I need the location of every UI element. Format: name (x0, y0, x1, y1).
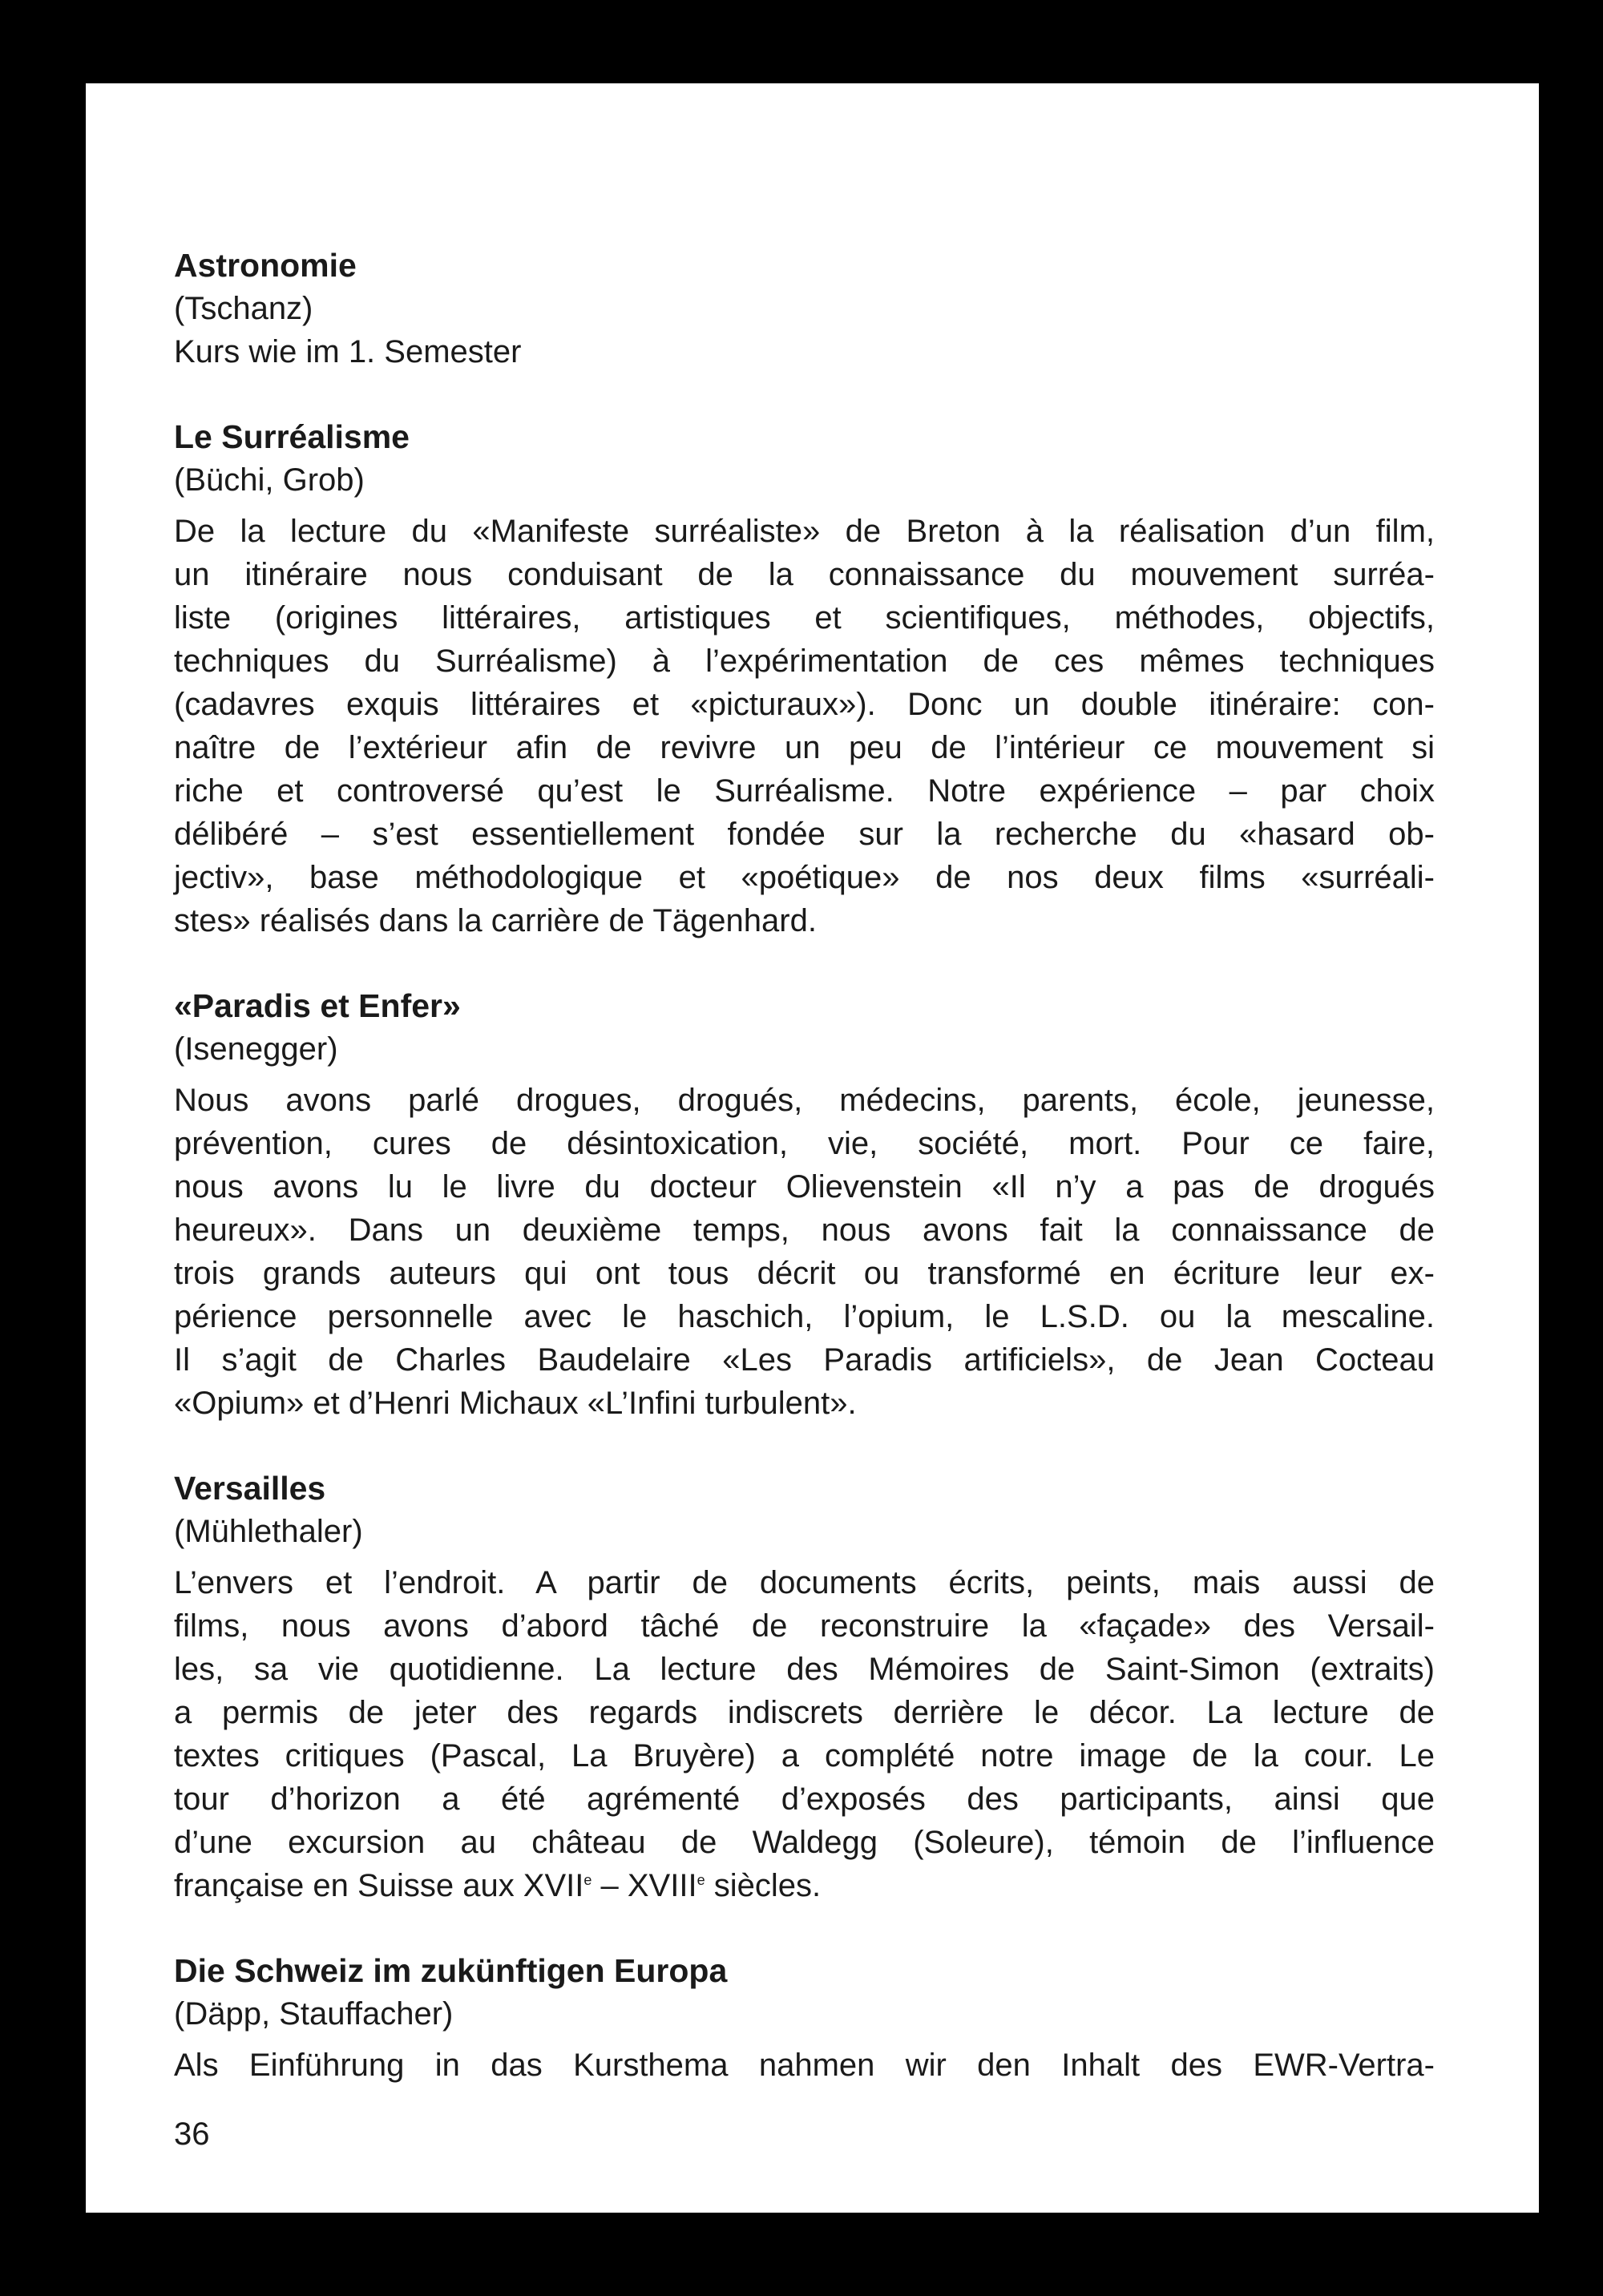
section-text-line: L’envers et l’endroit. A partir de documents écrits, peints, mais aussi de (174, 1565, 1435, 1600)
section-text-line: délibéré – s’est essentiellement fondée sur la recherche du «hasard ob- (174, 817, 1435, 852)
section-text-line: les, sa vie quotidienne. La lecture des Mémoires de Saint-Simon (extraits) (174, 1652, 1435, 1687)
section-text-line: films, nous avons d’abord tâché de reconstruire la «façade» des Versail- (174, 1608, 1435, 1644)
section-surrealisme (174, 415, 1435, 942)
text-fragment: – XVIII (592, 1868, 697, 1903)
section-authors: (Däpp, Stauffacher) (174, 1996, 454, 2032)
section-text-line: jectiv», base méthodologique et «poétique» de nos deux films «surréali- (174, 860, 1435, 895)
section-text-line: «Opium» et d’Henri Michaux «L’Infini turbulent». (174, 1386, 857, 1421)
section-authors: (Isenegger) (174, 1031, 338, 1067)
section-text-line: Nous avons parlé drogues, drogués, médecins, parents, école, jeunesse, (174, 1083, 1435, 1118)
section-text-line: textes critiques (Pascal, La Bruyère) a complété notre image de la cour. Le (174, 1738, 1435, 1773)
section-text-line: tour d’horizon a été agrémenté d’exposés des participants, ainsi que (174, 1782, 1435, 1817)
section-astronomie (174, 244, 1435, 373)
section-text-line: Kurs wie im 1. Semester (174, 334, 522, 369)
section-text-line-last (174, 1864, 1435, 1907)
section-versailles (174, 1467, 1435, 1907)
section-title: Astronomie (174, 247, 357, 284)
section-authors: (Tschanz) (174, 291, 313, 326)
section-text-line: techniques du Surréalisme) à l’expérimentation de ces mêmes techniques (174, 644, 1435, 679)
section-title: Die Schweiz im zukünftigen Europa (174, 1952, 728, 1989)
section-paradis-et-enfer (174, 984, 1435, 1425)
section-title: Versailles (174, 1470, 326, 1507)
section-text-line: Il s’agit de Charles Baudelaire «Les Paradis artificiels», de Jean Cocteau (174, 1342, 1435, 1378)
section-title: Le Surréalisme (174, 418, 410, 455)
section-text-line: périence personnelle avec le haschich, l’opium, le L.S.D. ou la mescaline. (174, 1299, 1435, 1334)
superscript: e (583, 1872, 592, 1888)
section-text-line: riche et controversé qu’est le Surréalisme. Notre expérience – par choix (174, 773, 1435, 809)
section-text-line: trois grands auteurs qui ont tous décrit ou transformé en écriture leur ex- (174, 1256, 1435, 1291)
section-text-line: liste (origines littéraires, artistiques et scientifiques, méthodes, objectifs, (174, 600, 1435, 636)
section-text-line: Als Einführung in das Kursthema nahmen wir den Inhalt des EWR-Vertra- (174, 2048, 1435, 2083)
section-authors: (Büchi, Grob) (174, 462, 365, 498)
section-text-line: naître de l’extérieur afin de revivre un peu de l’intérieur ce mouvement si (174, 730, 1435, 765)
section-text-line: De la lecture du «Manifeste surréaliste» de Breton à la réalisation d’un film, (174, 514, 1435, 549)
section-text-line: (cadavres exquis littéraires et «picturaux»). Donc un double itinéraire: con- (174, 687, 1435, 722)
section-text-line: prévention, cures de désintoxication, vie, société, mort. Pour ce faire, (174, 1126, 1435, 1161)
section-title: «Paradis et Enfer» (174, 987, 461, 1024)
section-text-line: heureux». Dans un deuxième temps, nous avons fait la connaissance de (174, 1213, 1435, 1248)
section-authors: (Mühlethaler) (174, 1514, 363, 1549)
section-schweiz-europa (174, 1949, 1435, 2087)
section-text-line: a permis de jeter des regards indiscrets derrière le décor. La lecture de (174, 1695, 1435, 1730)
section-text-line: d’une excursion au château de Waldegg (Soleure), témoin de l’influence (174, 1825, 1435, 1860)
text-fragment: siècles. (705, 1868, 822, 1903)
section-text-line: stes» réalisés dans la carrière de Tägenhard. (174, 903, 817, 938)
page-number: 36 (174, 2116, 210, 2152)
text-fragment: française en Suisse aux XVII (174, 1868, 584, 1903)
superscript: e (697, 1872, 705, 1888)
section-text-line: un itinéraire nous conduisant de la connaissance du mouvement surréa- (174, 557, 1435, 592)
document-body (174, 244, 1435, 2129)
section-text-line: nous avons lu le livre du docteur Olievenstein «Il n’y a pas de drogués (174, 1169, 1435, 1204)
